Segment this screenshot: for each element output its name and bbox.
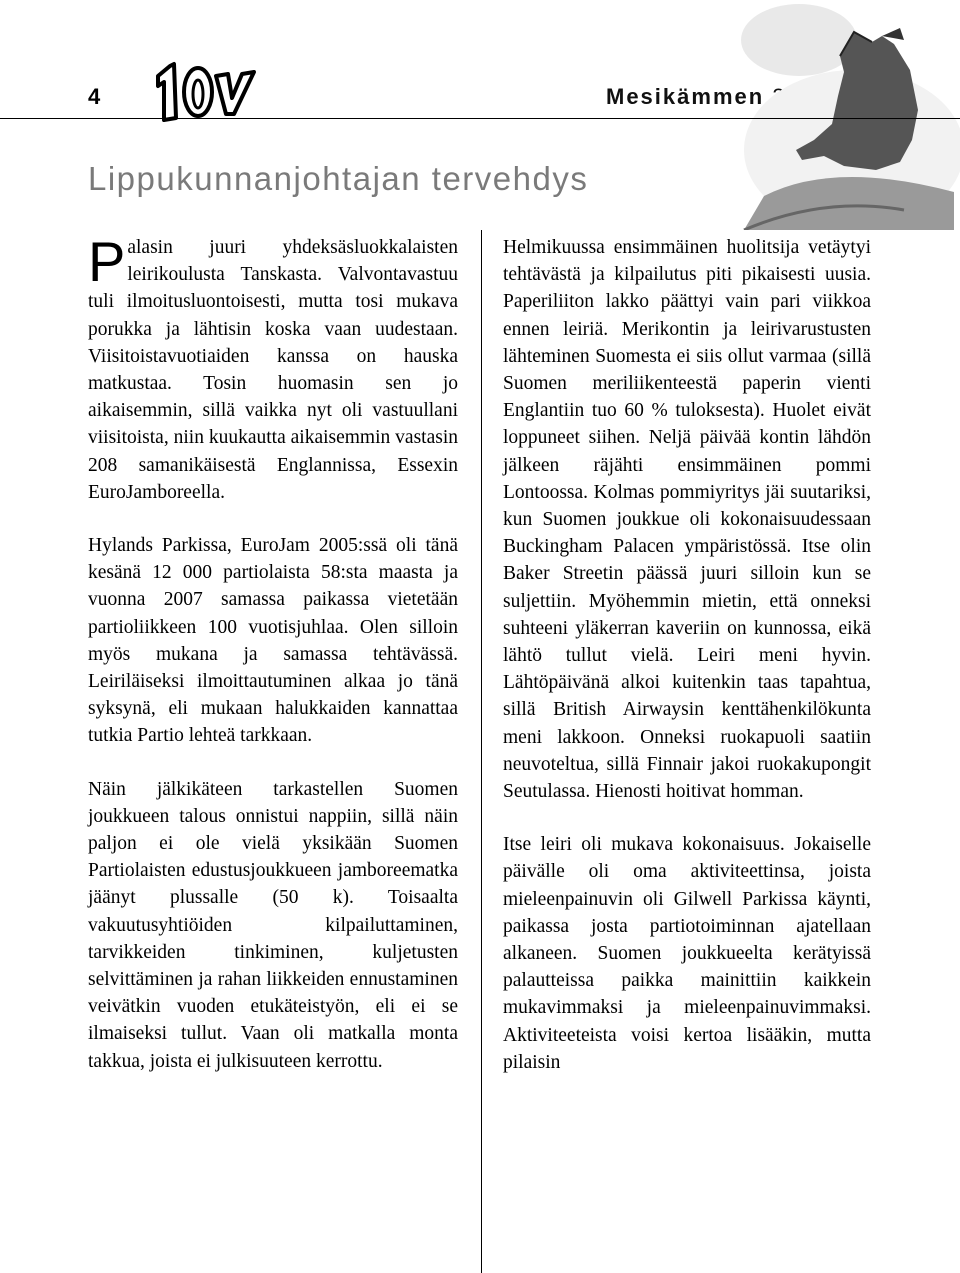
right-column <box>503 234 871 1102</box>
logo-10v-icon <box>150 52 260 126</box>
paragraph: Näin jälkikäteen tarkastellen Suomen joukkueen talous onnistui nappiin, sillä näin paljon ei ole vielä yksikään Suomen Partiolaisten edustusjoukkueen jamboreematka jäänyt plussalle (50 k). Toisaalta vakuutusyhtiöiden kilpailuttaminen, tarvikkeiden tinkiminen, kuljetusten selvittäminen ja rahan liikkeiden ennustaminen veivätkin vuoden etukäteistyön, eli ei se ilmaiseksi tullut. Vaan oli matkalla monta takkua, joista ei julkisuuteen kerrottu. <box>88 778 458 1072</box>
article-title: Lippukunnanjohtajan tervehdys <box>88 160 589 197</box>
paragraph <box>88 230 458 506</box>
header-rule <box>0 118 960 119</box>
paragraph: Hylands Parkissa, EuroJam 2005:ssä oli tänä kesänä 12 000 partiolaista 58:sta maasta ja vuonna 2007 samassa paikassa vietetään partioliikkeen 100 vuotisjuhlaa. Olen silloin myös mukana ja samassa tehtävässä. Leiriläiseksi ilmoittautuminen alkaa jo tänä syksynä, eli mukaan halukkaiden kannattaa tutkia Partio lehteä tarkkaan. <box>88 535 458 747</box>
drop-cap: P <box>88 230 126 293</box>
paragraph-text: alasin juuri yhdeksäsluokkalaisten leirikoulusta Tanskasta. Valvontavastuu tuli ilmoitusluontoisesti, mutta tosi mukava porukka ja lähtisin koska vaan uudestaan. Viisitoistavuotiaiden kanssa on hauska matkustaa. Tosin huomasin sen jo aikaisemmin, sillä vaikka nyt oli vastuullani viisitoista, niin kuukautta aikaisemmin vastasin 208 samanikäisestä Englannissa, Essexin EuroJamboreella. <box>88 237 458 503</box>
left-column <box>88 230 458 1101</box>
paragraph: Helmikuussa ensimmäinen huolitsija vetäytyi tehtävästä ja kilpailutus piti pikaisesti uusia. Paperiliiton lakko päättyi vain pari viikkoa ennen leiriä. Merikontin ja leirivarustusten lähteminen Suomesta ei siis ollut varmaa (sillä Suomen meriliikenteestä paperin vienti Englantiin tuo 60 % tuloksesta). Huolet eivät loppuneet siihen. Neljä päivää kontin lähdön jälkeen räjähti ensimmäinen pommi Lontoossa. Kolmas pommiyritys jäi suutariksi, kun Suomen joukkue oli kokonaisuudessaan Buckingham Palacen ympäristössä. Itse olin Baker Streetin päässä juuri silloin kun se suljettiin. Myöhemmin mietin, että onneksi suhteeni yläkerran kaveriin on kunnossa, eikä lähtö tullut vielä. Leiri meni hyvin. Lähtöpäivänä alkoi kuitenkin taas tapahtua, sillä British Airwaysin kenttähenkilökunta meni lakkoon. Onneksi ruokapuoli saatiin neuvoteltua, sillä Finnair jakoi ruokakupongit Seutulassa. Hienosti hoitivat homman. <box>503 237 871 803</box>
page-number: 4 <box>88 84 101 109</box>
column-divider <box>481 230 482 1273</box>
magazine-name: Mesikämmen <box>606 84 765 109</box>
howling-wolf-icon <box>704 0 960 230</box>
paragraph: Itse leiri oli mukava kokonaisuus. Jokaiselle päivälle oli oma aktiviteettinsa, joista mieleenpainuvin oli Gilwell Parkissa käynti, paikassa josta partiotoiminnan ajatellaan alkaneen. Suomen joukkueelta kerätyissä palautteissa paikka mainittiin kaikkein mukavimmaksi ja mieleenpainuvimmaksi. Aktiviteeteista voisi kertoa lisääkin, mutta pilaisin <box>503 834 871 1073</box>
